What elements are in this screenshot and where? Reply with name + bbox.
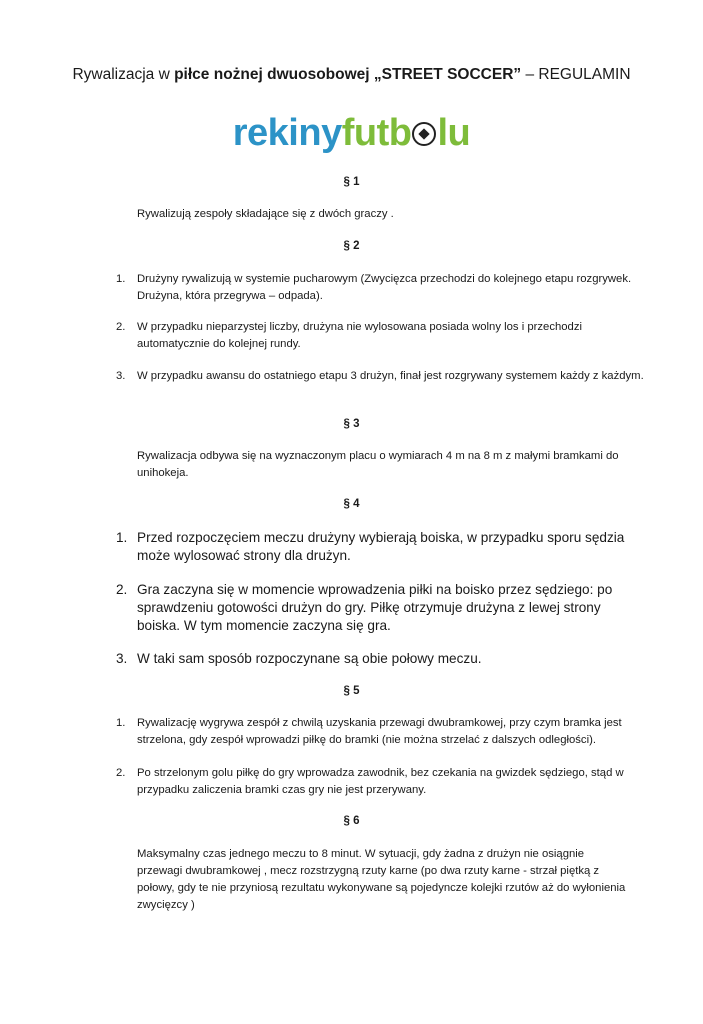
list-number: 1. <box>116 717 126 729</box>
logo-part-rekiny: rekiny <box>232 112 342 154</box>
list-number: 2. <box>116 582 128 597</box>
title-prefix: Rywalizacja w <box>72 66 175 83</box>
document-title <box>0 66 703 84</box>
list-text: W przypadku awansu do ostatniego etapu 3 drużyn, finał jest rozgrywany systemem każdy z każdym. <box>137 370 644 382</box>
section-2-heading: § 2 <box>343 240 360 252</box>
section-6-heading: § 6 <box>343 815 360 827</box>
section-6-text: Maksymalny czas jednego meczu to 8 minut. W sytuacji, gdy żadna z drużyn nie osiągnie przewagi dwubramkowej , mecz rozstrzygną rzuty karne (po dwa rzuty karne - strzał piętką z połowy, gdy te nie przyniosą rezultatu wykonywane są pojedyncze kolejki rzutów aż do wyłonienia zwycięzcy ) <box>137 848 626 911</box>
title-bold: piłce nożnej dwuosobowej „STREET SOCCER” <box>174 66 522 83</box>
section-1-text: Rywalizują zespoły składające się z dwóch graczy . <box>137 208 394 220</box>
list-number: 2. <box>116 321 126 333</box>
section-1-heading: § 1 <box>343 176 360 188</box>
football-icon <box>412 122 436 146</box>
list-text: Drużyny rywalizują w systemie pucharowym (Zwycięzca przechodzi do kolejnego etapu rozgrywek. Drużyna, która przegrywa – odpada). <box>137 273 632 302</box>
title-suffix: – REGULAMIN <box>521 66 631 83</box>
section-3-heading: § 3 <box>343 418 360 430</box>
list-text: W taki sam sposób rozpoczynane są obie połowy meczu. <box>137 651 482 666</box>
list-number: 1. <box>116 530 128 545</box>
list-text: Po strzelonym golu piłkę do gry wprowadza zawodnik, bez czekania na gwizdek sędziego, stąd w przypadku zaliczenia bramki czas gry nie jest przerywany. <box>137 767 624 796</box>
logo-part-futb: futb <box>341 112 412 154</box>
logo-part-lu: lu <box>437 112 471 154</box>
section-4-heading: § 4 <box>343 498 360 510</box>
list-number: 3. <box>116 370 126 382</box>
list-text: Rywalizację wygrywa zespół z chwilą uzyskania przewagi dwubramkowej, przy czym bramka jest strzelona, gdy zespół wprowadzi piłkę do bramki (nie można strzelać z dalszych odległości). <box>137 717 622 746</box>
list-text: Gra zaczyna się w momencie wprowadzenia piłki na boisko przez sędziego: po sprawdzeniu gotowości drużyn do gry. Piłkę otrzymuje drużyna z lewej strony boiska. W tym momencie zaczyna się gra. <box>137 582 613 633</box>
list-number: 3. <box>116 651 128 666</box>
rekiny-futbolu-logo <box>0 108 703 158</box>
list-number: 2. <box>116 767 126 779</box>
list-text: W przypadku nieparzystej liczby, drużyna nie wylosowana posiada wolny los i przechodzi automatycznie do kolejnej rundy. <box>137 321 582 350</box>
list-text: Przed rozpoczęciem meczu drużyny wybierają boiska, w przypadku sporu sędzia może wylosować strony dla drużyn. <box>137 530 625 563</box>
list-number: 1. <box>116 273 126 285</box>
section-5-heading: § 5 <box>343 685 360 697</box>
section-3-text: Rywalizacja odbywa się na wyznaczonym placu o wymiarach 4 m na 8 m z małymi bramkami do unihokeja. <box>137 450 619 479</box>
